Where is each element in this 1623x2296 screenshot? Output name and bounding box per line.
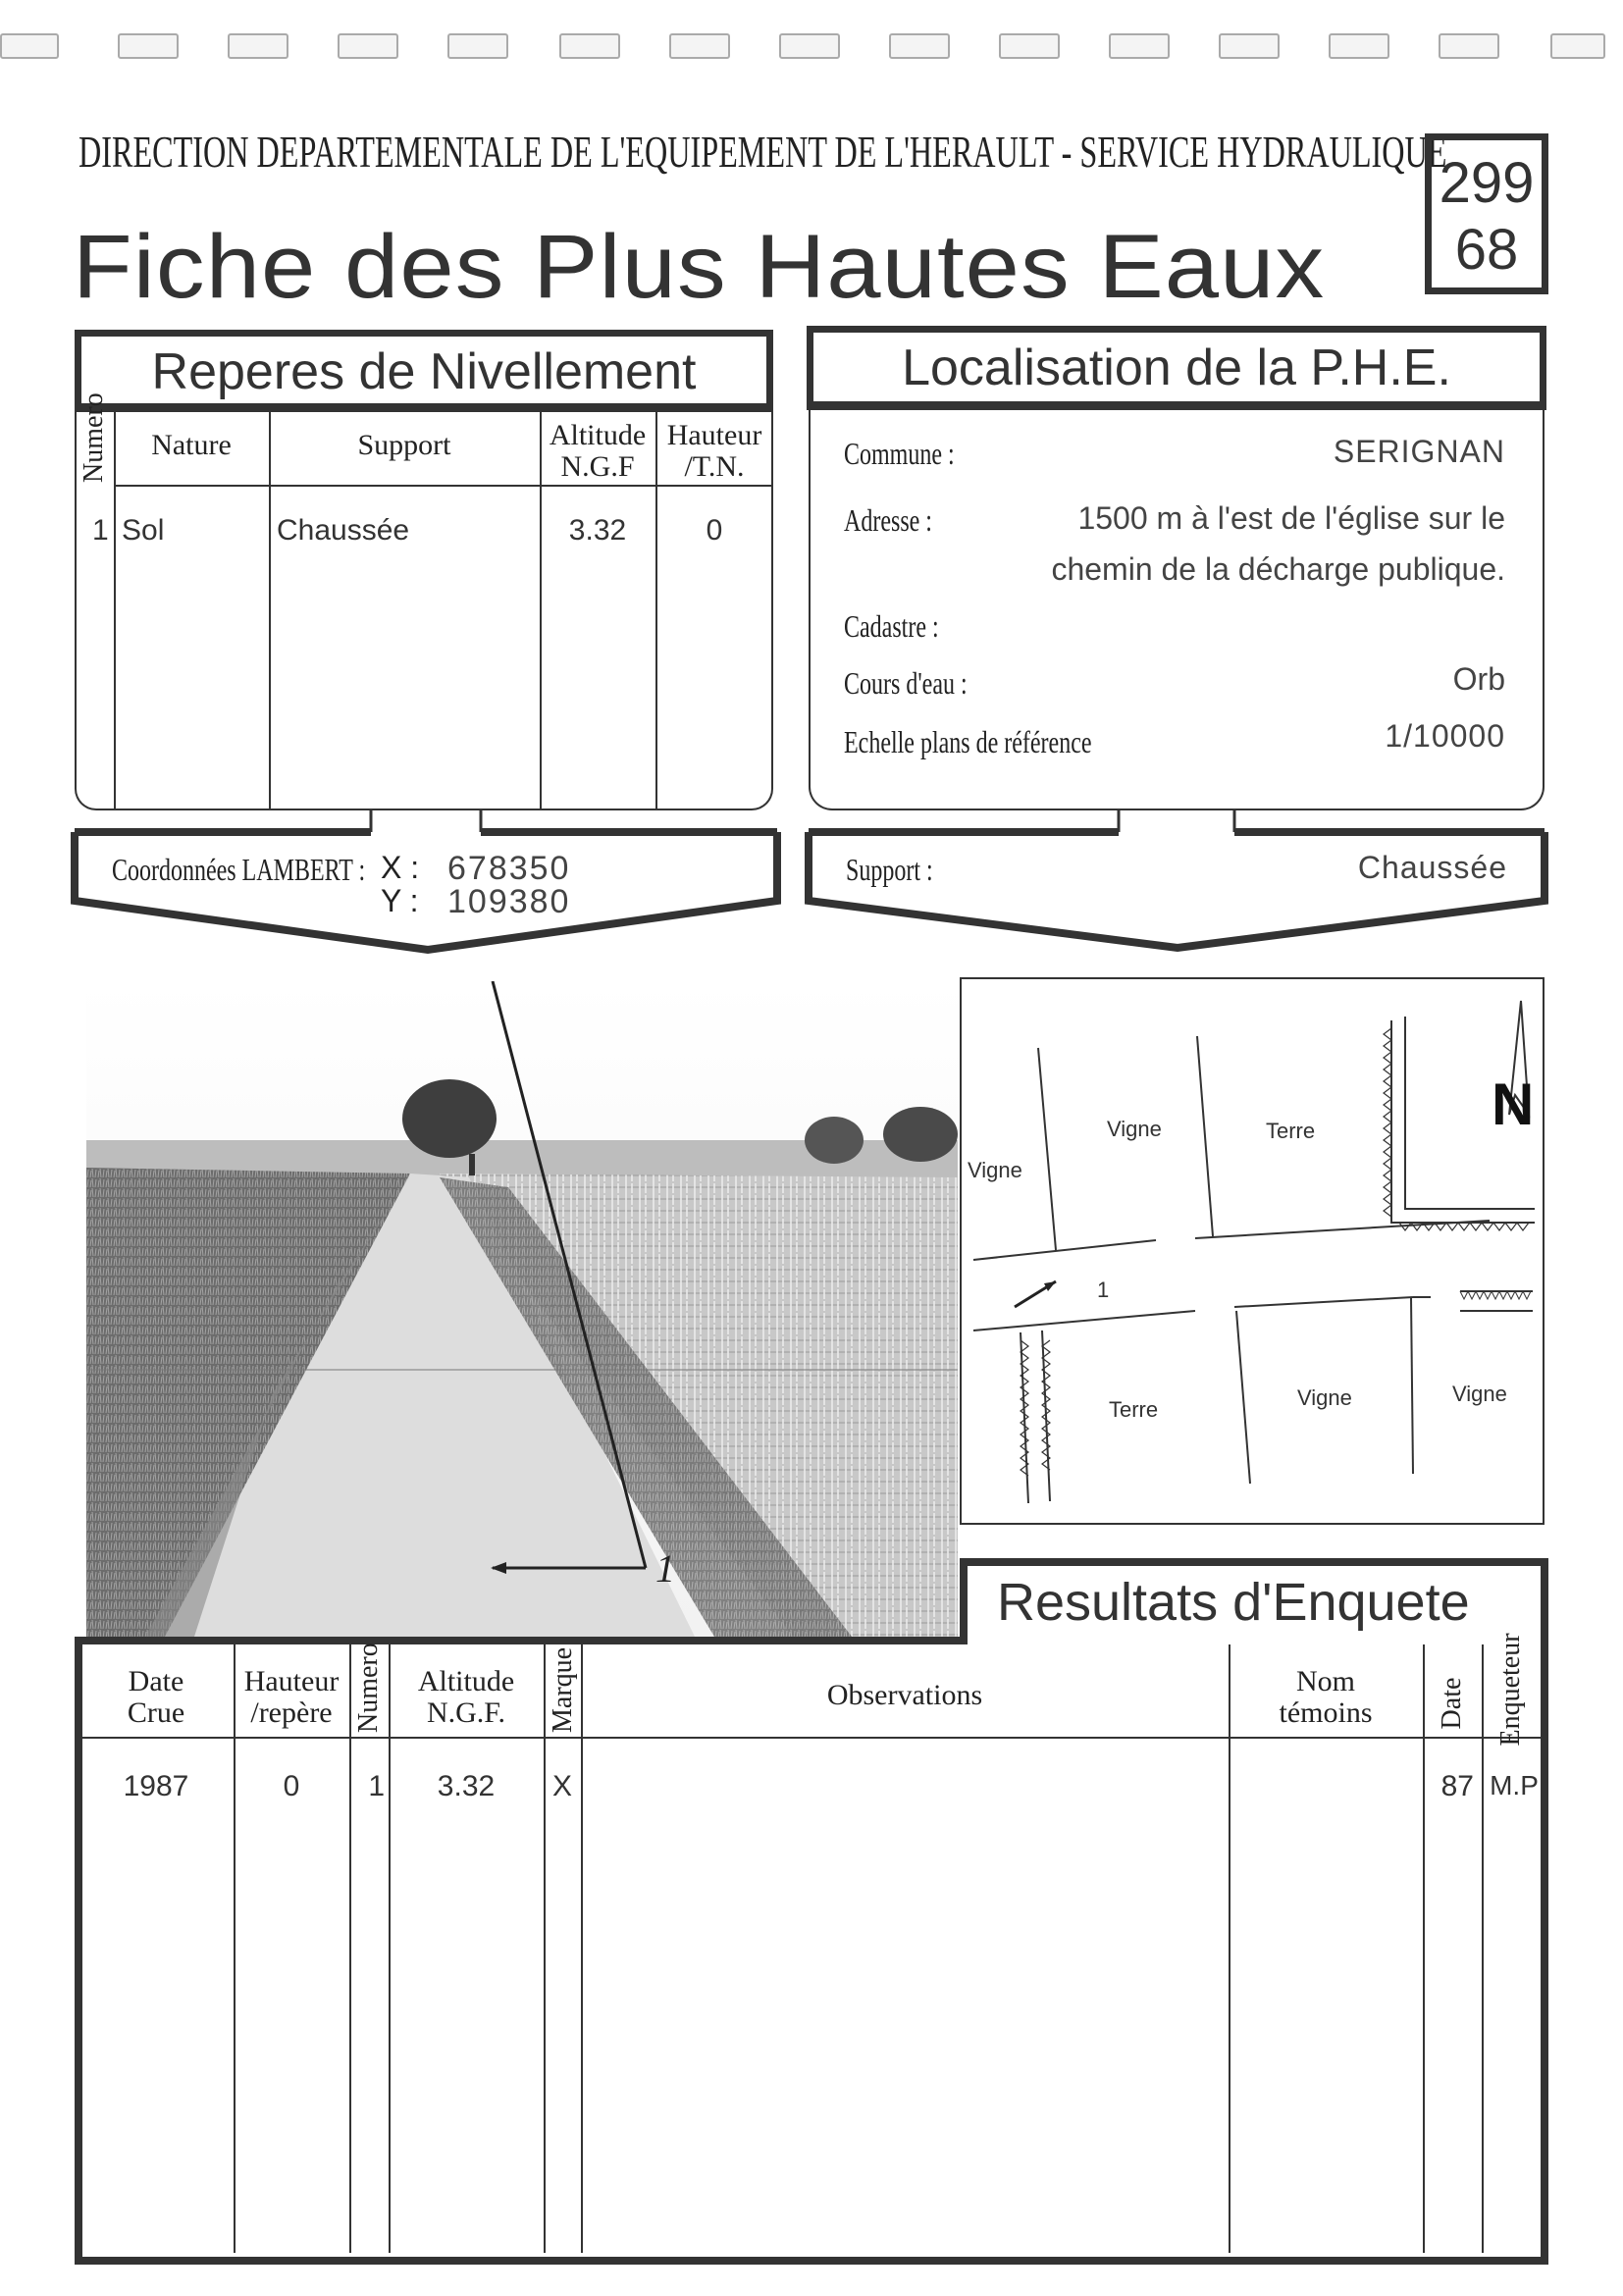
- photo-marker-label: 1: [655, 1546, 675, 1591]
- cell-nature: Sol: [122, 514, 165, 547]
- binder-hole: [669, 33, 730, 59]
- col-header-nom-temoins: [1229, 1666, 1423, 1729]
- echelle-value: 1/10000: [1385, 718, 1505, 754]
- binder-hole: [1439, 33, 1499, 59]
- binder-hole: [338, 33, 398, 59]
- binder-hole: [0, 33, 59, 59]
- cell-numero: 1: [92, 514, 109, 547]
- col-divider: [349, 1644, 351, 2253]
- adresse-label: Adresse :: [844, 502, 932, 538]
- cours-deau-value: Orb: [1452, 661, 1505, 697]
- binder-hole: [118, 33, 179, 59]
- binder-hole: [779, 33, 840, 59]
- col-divider: [234, 1644, 236, 2253]
- cell-altitude: 3.32: [437, 1770, 496, 1802]
- binder-hole: [559, 33, 620, 59]
- col-header-altitude: [389, 1666, 544, 1729]
- header-divider: [79, 1737, 1543, 1739]
- adresse-line1: 1500 m à l'est de l'église sur le: [1077, 500, 1505, 536]
- binder-hole: [1219, 33, 1280, 59]
- col-header-date-crue: [79, 1666, 234, 1729]
- commune-label: Commune :: [844, 436, 955, 471]
- col-divider: [1423, 1644, 1425, 2253]
- binder-hole: [1550, 33, 1605, 59]
- col-header-date: Date: [1437, 1677, 1467, 1730]
- fiche-id-box: [1425, 133, 1548, 294]
- col-header-hauteur-line1: Hauteur: [666, 419, 762, 451]
- organisation-header: DIRECTION DEPARTEMENTALE DE L'EQUIPEMENT DE L'HERAULT - SERVICE HYDRAULIQUE: [79, 127, 1447, 177]
- map-label-vigne: Vigne: [1297, 1385, 1352, 1410]
- col-header-altitude-line2: N.G.F.: [426, 1696, 506, 1729]
- cell-date-crue: 1987: [123, 1770, 189, 1802]
- col-divider: [389, 1644, 391, 2253]
- map-label-vigne: Vigne: [1452, 1382, 1507, 1406]
- col-header-altitude: [540, 420, 655, 483]
- support-label: Support :: [846, 852, 933, 887]
- col-header-altitude-line2: N.G.F: [560, 450, 635, 483]
- col-divider: [1482, 1644, 1484, 2253]
- col-header-hauteur-line1: Hauteur: [243, 1665, 340, 1697]
- cell-date: 87: [1440, 1770, 1474, 1802]
- col-header-hauteur-line2: /repère: [250, 1696, 333, 1729]
- support-value: Chaussée: [1357, 850, 1507, 885]
- map-point-label: 1: [1097, 1278, 1110, 1302]
- col-header-support: Support: [357, 429, 451, 461]
- lambert-y-value: 109380: [447, 883, 571, 920]
- col-header-hauteur: [234, 1666, 349, 1729]
- col-header-hauteur-line2: /T.N.: [684, 450, 745, 483]
- cell-hauteur: 0: [706, 514, 723, 547]
- cadastre-label: Cadastre :: [844, 608, 939, 644]
- lambert-label: Coordonnées LAMBERT :: [112, 852, 366, 887]
- binder-hole: [1109, 33, 1170, 59]
- map-label-terre: Terre: [1266, 1119, 1316, 1143]
- reperes-title: Reperes de Nivellement: [75, 330, 773, 412]
- echelle-label: Echelle plans de référence: [844, 724, 1092, 759]
- location-map: [960, 977, 1544, 1525]
- cell-marque: X: [551, 1770, 572, 1802]
- col-header-marque: Marque: [548, 1646, 578, 1733]
- commune-value: SERIGNAN: [1333, 434, 1505, 469]
- binder-hole: [889, 33, 950, 59]
- col-divider: [114, 412, 116, 809]
- col-divider: [544, 1644, 546, 2253]
- cell-numero: 1: [368, 1770, 385, 1802]
- lambert-y-label: Y :: [381, 883, 419, 918]
- col-header-nom-line1: Nom: [1296, 1665, 1355, 1697]
- col-divider: [1229, 1644, 1230, 2253]
- cours-deau-label: Cours d'eau :: [844, 665, 968, 701]
- lambert-x-value: 678350: [447, 850, 571, 887]
- adresse-line2: chemin de la décharge publique.: [1051, 551, 1505, 587]
- binder-hole: [447, 33, 508, 59]
- col-header-date-crue-line2: Crue: [127, 1696, 185, 1729]
- header-divider: [114, 485, 773, 487]
- col-divider: [269, 412, 271, 810]
- north-icon: N: [1492, 1071, 1535, 1137]
- col-header-nature: Nature: [151, 429, 232, 461]
- col-header-numero: Numero: [79, 392, 109, 483]
- col-header-nom-line2: témoins: [1279, 1696, 1373, 1729]
- col-divider: [581, 1644, 583, 2253]
- resultats-title: Resultats d'Enquete: [997, 1573, 1470, 1632]
- map-label-vigne: Vigne: [968, 1158, 1022, 1182]
- page-title: Fiche des Plus Hautes Eaux: [73, 217, 1326, 317]
- col-header-date-crue-line1: Date: [128, 1665, 184, 1697]
- col-header-altitude-line1: Altitude: [549, 419, 647, 451]
- cell-support: Chaussée: [277, 514, 410, 547]
- site-photo: [86, 981, 958, 1637]
- cell-hauteur: 0: [283, 1770, 300, 1802]
- map-label-terre: Terre: [1109, 1397, 1159, 1422]
- resultats-frame: [69, 1556, 1556, 2269]
- col-header-enqueteur: Enqueteur: [1495, 1633, 1526, 1747]
- map-label-vigne: Vigne: [1107, 1117, 1162, 1141]
- binder-hole: [1329, 33, 1389, 59]
- fiche-id-number: 299: [1439, 151, 1535, 215]
- col-header-observations: Observations: [826, 1679, 983, 1711]
- localisation-title: Localisation de la P.H.E.: [807, 326, 1546, 410]
- lambert-x-label: X :: [381, 850, 420, 885]
- col-header-numero: Numero: [353, 1643, 384, 1733]
- cell-altitude: 3.32: [568, 514, 627, 547]
- binder-hole: [999, 33, 1060, 59]
- fiche-id-department: 68: [1454, 218, 1519, 282]
- binder-hole: [228, 33, 288, 59]
- col-header-hauteur: [655, 420, 773, 483]
- col-header-altitude-line1: Altitude: [417, 1665, 515, 1697]
- cell-enqueteur: M.P: [1490, 1770, 1539, 1800]
